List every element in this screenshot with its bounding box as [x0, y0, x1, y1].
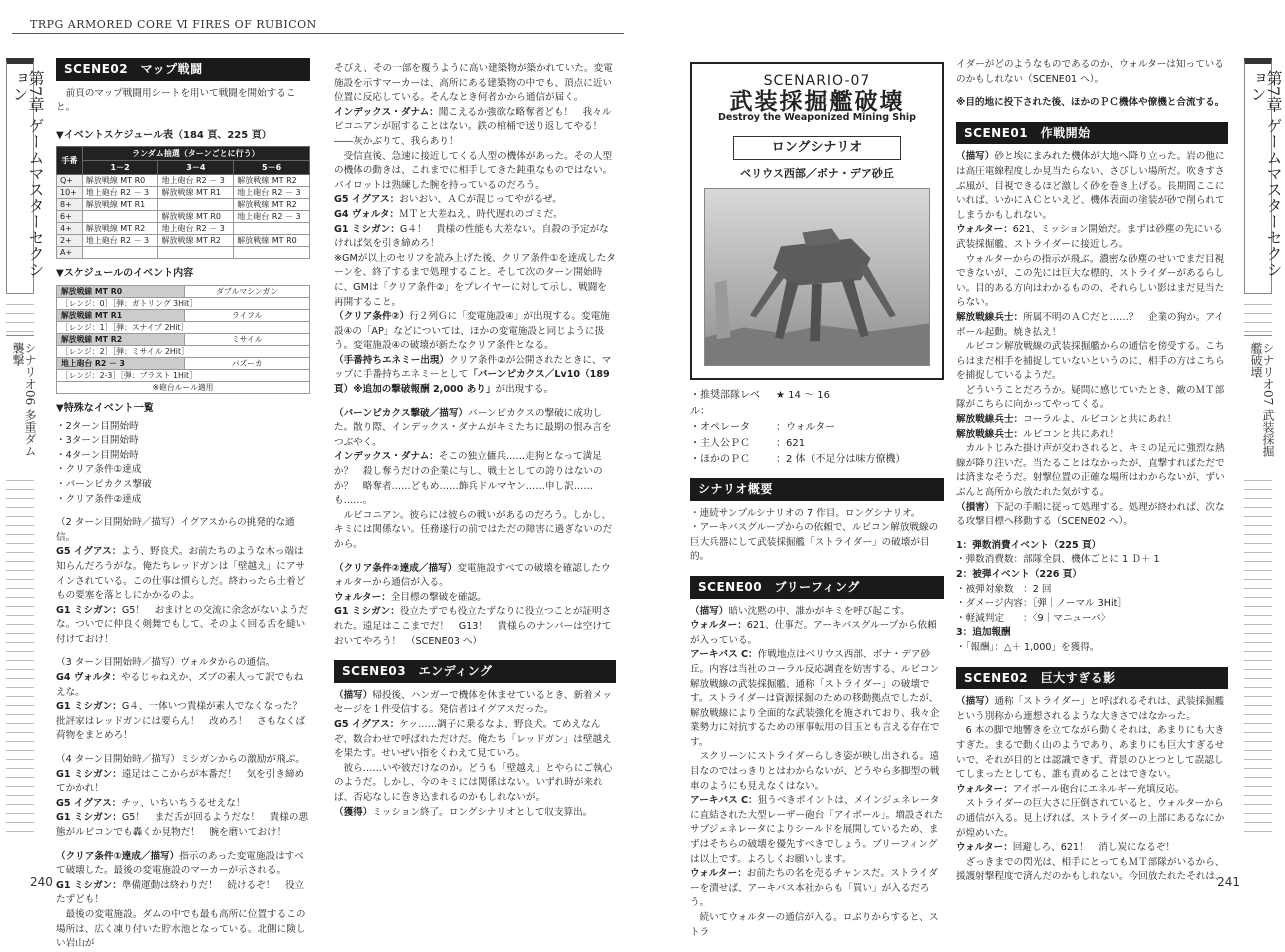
speaker: ウォルター： [956, 783, 1013, 795]
schedule-turn-cell: A+ [57, 247, 83, 259]
page-number: 240 [30, 875, 53, 889]
drop-note-text: ※目的地に投下された後、ほかのＰＣ機体や僚機と合流する。 [956, 97, 1225, 109]
ruled-margin-upper [1244, 296, 1272, 332]
speaker: 解放戦線兵士： [956, 414, 1024, 426]
clear1-tail: 最後の変電施設。ダムの中でも最も高所に位置するこの場所は、広く凍り付いた貯水池となっている。北側に険しい岩山が [56, 908, 306, 950]
scenario-title-box [690, 62, 944, 380]
paragraph: 彼ら……いや彼だけなのか。どうも「壁越え」とやらにご執心のようだ。しかし、今のキミには関係はない。いずれ時が来れば、否応なしに巻き込まれるのかもしれないが。 [334, 762, 613, 803]
dialogue-line [956, 223, 1228, 252]
paragraph: ざっきまでの閃光は、相手にとってもＭＴ部隊がいるから、援護射撃程度で済んだのかもしれない。今回放たれたそれは、 [956, 856, 1225, 883]
strider-illustration [704, 188, 930, 366]
paragraph: 続いてウォルターの通信が入る。ロぶりからすると、ストラ [690, 912, 939, 938]
dialogue-line [690, 867, 944, 911]
special-event-item: ・バーンピカクス撃破 [56, 478, 152, 490]
line-text: 準備運動は終わりだ！ 続けるぞ！ 役立たずども！ [56, 879, 305, 906]
scene01-heading: SCENE01 作戦開始 [956, 122, 1228, 145]
event-detail: ［レンジ：1］［弾：スナイプ 2Hit］ [57, 321, 310, 333]
schedule-turn-cell: Q+ [57, 175, 83, 187]
dialogue-line [690, 794, 944, 867]
schedule-cell: 地上砲台 R2 － 3 [82, 235, 158, 247]
event1-heading [956, 539, 1228, 554]
schedule-cell [158, 247, 234, 259]
speaker: G1 ミシガン： [56, 879, 122, 891]
scenario-length-badge: ロングシナリオ [733, 136, 901, 161]
paragraph: イダーがどのようなものであるのか、ウォルターは知っているのかもしれない（SCENE01 へ）。 [956, 59, 1224, 85]
event-detail-row [57, 321, 310, 333]
speaker: G5 イグアス： [334, 718, 400, 730]
schedule-turn-cell: 2+ [57, 235, 83, 247]
drop-note [956, 96, 1228, 111]
burnpickaxe-paragraph [334, 407, 616, 451]
scene01-tag: （描写） [956, 151, 995, 163]
info-value: ：621 [776, 437, 806, 449]
line-text: G４！ 貴様の性能も大差ない。自殺の予定がなければ気を引き締めろ！ [334, 223, 609, 250]
line-text: 遠足はここからが本番だ！ 気を引き締めてかかれ！ [56, 768, 305, 795]
schedule-sub-head: 5－6 [234, 161, 310, 175]
scene03-heading: SCENE03 エンディング [334, 660, 616, 683]
dialogue-line [56, 671, 310, 700]
turn4-dialogue [56, 768, 310, 841]
event-detail-row [57, 369, 310, 381]
dialogue-line [690, 619, 944, 648]
event-detail: ［レンジ：2］［弾：ミサイル 2Hit］ [57, 345, 310, 357]
event1-line: ・弾数消費数：部隊全員、機体ごとに 1 Ｄ＋ 1 [956, 554, 1160, 566]
turn2-dialogue [56, 545, 310, 647]
line-text: 所属不明のＡＣだと……？ 企業の狗か。アイボール起動。焼き払え！ [956, 311, 1224, 338]
schedule-turn-cell: 6+ [57, 211, 83, 223]
schedule-cell [158, 199, 234, 211]
info-key: ・オペレータ [690, 421, 750, 433]
line-text: コーラルよ、ルビコンと共にあれ！ [1023, 414, 1177, 426]
dialogue-line [56, 545, 310, 603]
dialogue-line [956, 413, 1228, 428]
info-row [690, 436, 944, 452]
special-events-heading: ▼特殊なイベント一覧 [56, 402, 154, 414]
strider-silhouette-image [705, 189, 929, 365]
paragraph: 6 本の脚で地響きを立てながら動くそれは、あまりにも大きすぎた。まるで動く山のようであり、あまりにも巨大すぎるせいで、それが目的とは認識できず、背景のひとつとして誤認してしまったとしても、誰も責めることはできない。 [956, 725, 1225, 781]
clear1-heading: （クリア条件①達成／描写） [56, 850, 180, 862]
info-row [690, 420, 944, 436]
line-text: お前たちの名を売るチャンスだ。ストライダーを潰せば、アーキバス本社からも「買い」が入るだろう。 [690, 868, 938, 909]
speaker: インデックス・ダナム： [334, 451, 439, 463]
line-text: アイボール砲台にエネルギー充填反応。 [1012, 783, 1185, 795]
speaker: 解放戦線兵士： [956, 428, 1024, 440]
info-key: ・推奨部隊レベル： [690, 389, 760, 417]
line-text: おいおい、ＡＣが混じってやがるぜ。 [399, 194, 562, 206]
event-row [57, 309, 310, 321]
event-content-body [57, 285, 310, 381]
scenario-title: 武装採掘艦破壊 [729, 88, 905, 115]
event2-item: ・被弾対象数 ：2 回 [956, 583, 1052, 595]
schedule-cell: 解放戦線 MT R0 [82, 175, 158, 187]
scene02b-paragraph [956, 695, 1228, 724]
turn2-heading: （2 ターン目開始時／描写）イグアスからの挑発的な通信。 [56, 517, 295, 543]
line-text: 621、ミッション開始だ。まずは砂塵の先にいる武装採掘艦、ストライダーに接近しろ。 [956, 224, 1223, 250]
schedule-col-turn: 手番 [57, 147, 83, 175]
schedule-cell: 解放戦線 MT R2 [82, 223, 158, 235]
running-title: TRPG ARMORED CORE Ⅵ FIRES OF RUBICON [30, 18, 317, 31]
event-detail-row [57, 345, 310, 357]
clear2-text: 行２列Ｇに「変電施設④」が出現する。変電施設④の「AP」などについては、ほかの変電施設と同じように扱う。変電施設④の破壊が新たなクリア条件となる。 [334, 311, 610, 352]
burnpickaxe-heading: （バーンピカクス撃破／描写） [334, 407, 469, 419]
schedule-cell: 解放戦線 MT R1 [82, 199, 158, 211]
info-value: ：ウォルター [776, 421, 836, 433]
paragraph: 受信直後、急速に接近してくる人型の機体があった。その人型の機体の動きは、これまでに相手してきた鈍重なものではない。パイロットは熟練した腕を持っているのだろう。 [334, 150, 613, 191]
scene01-paragraph [956, 150, 1228, 223]
scenario-info-list [690, 388, 944, 468]
right-column-2 [956, 58, 1228, 885]
scene00-heading: SCENE00 ブリーフィング [690, 576, 944, 599]
paragraph: ウォルターからの指示が飛ぶ。濃密な砂塵のせいでまだ目視できないが、この先には巨大な標的、ストライダーがあるらしい。目的ある方向はわかるものの、それらしい影はまだ見当たらない。 [956, 253, 1225, 309]
schedule-cell [82, 247, 158, 259]
hand-enemy-tail: が出現する。 [495, 384, 554, 396]
dialogue-line [56, 797, 310, 812]
speaker: G1 ミシガン： [334, 223, 400, 235]
turn4-heading: （4 ターン目開始時／描写）ミシガンからの激励が飛ぶ。 [56, 754, 305, 766]
schedule-turn-cell: 8+ [57, 199, 83, 211]
schedule-row [57, 175, 310, 187]
speaker: ウォルター： [334, 591, 391, 603]
event1-title: 1：弾数消費イベント（225 頁） [956, 539, 1102, 551]
gm-note: ※GMが以上のセリフを読み上げた後、クリア条件①を達成したターンを、終了するまで処理すること。そして次のターン開始時に、GMは「クリア条件②」をプレイヤーに対して示し、戦闘を再開すること。 [334, 252, 616, 308]
line-text: G5！ おまけとの交流に余念がないようだな。ついでに仲良く剣舞でもして、そのよく回る舌を縫い付けておけ！ [56, 604, 309, 645]
dialogue-line [956, 311, 1228, 340]
speaker: G1 ミシガン： [56, 701, 122, 713]
schedule-sub-head: 3－4 [158, 161, 234, 175]
speaker: ウォルター： [956, 224, 1013, 236]
schedule-turn-cell: 10+ [57, 187, 83, 199]
event2-item: ・ダメージ内容：［弾｜ノーマル 3Hit］ [956, 598, 1128, 610]
speaker: G4 ヴォルタ： [56, 672, 122, 684]
event-row [57, 333, 310, 345]
line-text: 作戦地点はベリウス西部、ボナ・デア砂丘。内容は当社のコーラル反応調査を妨害する、ルビコン解放戦線の武装採掘艦、通称「ストライダー」の破壊です。ストライダーは資源採掘のための移動拠点でしたが、解放戦線により全面的な武装強化を施されており、我々企業勢力に対抗するための軍事転用の目玉とも言える存在です。 [690, 649, 940, 748]
event-name: 解放戦線 MT R0 [57, 285, 185, 297]
speaker: ウォルター： [690, 868, 747, 880]
schedule-cell [82, 211, 158, 223]
left-page [0, 0, 640, 950]
speaker: G5 イグアス： [334, 194, 400, 206]
scene03-tag: （描写） [334, 689, 373, 701]
special-events-list [56, 420, 310, 508]
line-text: 聞こえるか強欲な略奪者ども！ 我々ルビコニアンが屈することはない。鉄の棺桶で送り返してやる！ ――灰かぶりて、我らあり！ [334, 106, 612, 147]
event-content-table [56, 285, 310, 394]
dialogue-line [956, 428, 1228, 443]
special-event-item: ・クリア条件①達成 [56, 464, 142, 476]
speaker: ウォルター： [690, 620, 747, 632]
event-detail: ［レンジ：2-3］［弾：ブラスト 1Hit］ [57, 369, 310, 381]
events-note: ※砲台ルール適用 [57, 381, 310, 393]
schedule-cell: 解放戦線 MT R2 [158, 235, 234, 247]
scenario-tab [1244, 335, 1275, 470]
dialogue-line [334, 591, 616, 606]
turn3-heading: （3 ターン目開始時／描写）ヴォルタからの通信。 [56, 657, 276, 669]
schedule-col-random: ランダム抽選（ターンごとに行う） [82, 147, 309, 161]
schedule-row [57, 187, 310, 199]
turn3-dialogue [56, 671, 310, 744]
info-key: ・ほかのＰＣ [690, 453, 750, 465]
event-row [57, 357, 310, 369]
line-text: 狙うべきポイントは、メインジェネレータに直結された大型レーザー砲台「アイボール」。増設されたサブジェネレータによりシールドを展開しているため、まずはそちらの破壊を優先すべきでしょう。ブリーフィングは以上です。よろしくお願いします。 [690, 795, 944, 865]
speaker: G1 ミシガン： [334, 606, 400, 618]
line-text: 回避しろ、621！ 消し炭になるぞ！ [1012, 842, 1176, 854]
schedule-heading: ▼イベントスケジュール表（184 頁、225 頁） [56, 129, 272, 141]
dialogue-line [56, 700, 310, 744]
event-detail: ［レンジ：0］［弾：ガトリング 3Hit］ [57, 297, 310, 309]
event-name: 解放戦線 MT R2 [57, 333, 185, 345]
line-text: そこの独立傭兵……走狗となって満足か？ 殺し奪うだけの企業に与し、戦士としての誇りはないのか？ 略奪者……どもめ……飾兵ドルマヤン……申し訳……も……。 [334, 451, 603, 507]
paragraph: カルトじみた掛け声が交わされると、キミの足元に強烈な熱線が降り注いだ。当たることはなかったが、直撃すればただでは済まなそうだ。射撃位置の正確な場所はわからないが、ずいぶんと高所から放たれた気がする。 [956, 443, 1225, 499]
scenario-tab [6, 335, 37, 470]
event-schedule-table [56, 146, 310, 259]
paragraph: ルビコニアン。彼らには彼らの戦いがあるのだろう。しかし、キミには関係ない。任務遂行の前ではただの障害に過ぎないのだから。 [334, 509, 613, 550]
schedule-cell: 地上砲台 R2 － 3 [234, 187, 310, 199]
scene03-paragraph [334, 689, 616, 718]
dialogue-line [956, 783, 1228, 798]
scene02b-heading: SCENE02 巨大すぎる影 [956, 667, 1228, 690]
intro-text: 前頁のマップ戦闘用シートを用いて戦闘を開始すること。 [56, 87, 296, 114]
dialogue-line [334, 208, 616, 223]
schedule-cell: 解放戦線 MT R0 [234, 235, 310, 247]
scene00-paragraph [690, 605, 944, 620]
hand-enemy-bold: 「バーンピカクス／Lv10（189 頁）※追加の撃破報酬 2,000 あり」 [334, 369, 610, 396]
speaker: アーキバス C： [690, 649, 758, 661]
overview-list [690, 507, 944, 565]
info-row [690, 452, 944, 468]
schedule-cell [234, 247, 310, 259]
event-name: 地上砲台 R2 － 3 [57, 357, 185, 369]
event-row [57, 285, 310, 297]
schedule-row [57, 235, 310, 247]
line-text: よう、野良犬。お前たちのような木っ端は知らんだろうがな。俺たちレッドガンは「壁越え」にアサインされている。この仕事は慣らしだ。終わったら土着どもの要塞を落としにかかるのよ。 [56, 546, 306, 602]
header-rule [12, 33, 624, 34]
schedule-row [57, 211, 310, 223]
special-event-item: ・4ターン目開始時 [56, 449, 139, 461]
speaker: 解放戦線兵士： [956, 311, 1024, 323]
schedule-row [57, 223, 310, 235]
scenario-location: ベリウス西部／ボナ・デア砂丘 [740, 167, 894, 181]
clear2-done-text: 変電施設すべての破壊を確認したウォルターから通信が入る。 [334, 562, 611, 589]
damage-paragraph [956, 501, 1228, 530]
scene00-tag: （描写） [690, 605, 729, 617]
schedule-cell: 地上砲台 R2 － 3 [158, 175, 234, 187]
scene03-text: 帰投後、ハンガーで機体を休ませているとき、新着メッセージを１件受信する。発信者はイグアスだった。 [334, 689, 612, 716]
right-page [640, 0, 1283, 938]
scene02b-text: 通称「ストライダー」と呼ばれるそれは、武装採掘艦という別称から連想されるような大きさではなかった。 [956, 696, 1225, 722]
schedule-turn-cell: 4+ [57, 223, 83, 235]
gain-paragraph [334, 806, 616, 821]
schedule-body [57, 175, 310, 259]
line-text: 621、仕事だ。アーキバスグループから依頼が入っている。 [690, 620, 937, 646]
speaker: アーキバス C： [690, 795, 758, 807]
event-weapon: バズーカ [185, 357, 310, 369]
line-text: G４、一体いつ貴様が素人でなくなった？ 批評家はレッドガンには要らん！ 改めろ！ さもなくば荷物をまとめろ！ [56, 701, 312, 742]
paragraph: スクリーンにストライダーらしき姿が映し出される。遠目なのではっきりとはわからないが、どうやら多脚型の戦車のようにも見えなくはない。 [690, 751, 940, 792]
info-value: ：2 体（不足分は味方僚機） [776, 453, 906, 465]
line-text: ルビコンと共にあれ！ [1023, 428, 1120, 440]
schedule-cell: 地上砲台 R2 － 3 [234, 211, 310, 223]
scene01-text: 砂と埃にまみれた機体が大地へ降り立った。岩の他には高圧電線程度しか見当たらない、さびしい場所だ。吹きすさぶ風が、目視できるほど激しく砂を巻き上げる。長期間ここにいれば、いかにＡＣといえど、機体表面の塗装が砂で削られてしまうかもしれない。 [956, 151, 1225, 221]
dialogue-line [956, 841, 1228, 856]
schedule-sub-head: 1－2 [82, 161, 158, 175]
event2-heading [956, 568, 1228, 583]
special-event-item: ・2ターン目開始時 [56, 420, 139, 432]
event-weapon: ダブルマシンガン [185, 285, 310, 297]
hand-enemy-text: クリア条件②が公開されたときに、マップに手番持ちエネミーとして [334, 354, 612, 381]
dialogue-line [334, 193, 616, 208]
scenario-tab-label: シナリオ07 武装採掘艦破壊 [1249, 342, 1275, 458]
event2-list [956, 583, 1228, 627]
event-weapon: ライフル [185, 309, 310, 321]
special-event-item: ・クリア条件②達成 [56, 493, 142, 505]
line-text: ＭＴと大差ねえ、時代遅れのゴミだ。 [399, 208, 563, 220]
events-heading: ▼スケジュールのイベント内容 [56, 268, 194, 280]
paragraph: そびえ、その一部を覆うように高い建築物が築かれていた。変電施設を示すマーカーは、高所にある建築物の中でも、頂点に近い位置に反応している。そんなとき何者かから通信が届く。 [334, 63, 613, 104]
schedule-row [57, 247, 310, 259]
special-event-item: ・3ターン目開始時 [56, 435, 139, 447]
dialogue-line [334, 450, 616, 508]
dialogue-line [56, 604, 310, 648]
right-column-1 [690, 62, 944, 940]
page-number: 241 [1217, 875, 1240, 889]
schedule-cell: 地上砲台 R2 － 3 [82, 187, 158, 199]
info-key: ・主人公ＰＣ [690, 437, 750, 449]
paragraph: ルビコン解放戦線の武装採掘艦からの通信を傍受する。こちらはまだ相手を捕捉していないというのに、相手の方はこちらを捕捉しているようだ。 [956, 341, 1225, 382]
dialogue-line [56, 768, 310, 797]
event2-title: 2：被弾イベント（226 頁） [956, 569, 1082, 580]
event3-line: ・「報酬」：△＋ 1,000」を獲得。 [956, 641, 1100, 653]
info-value: ★ 14 ～ 16 [776, 389, 830, 401]
clear2-heading: （クリア条件②） [334, 311, 410, 323]
damage-tag: （損害） [956, 501, 995, 513]
line-text: G5！ まだ舌が回るようだな！ 貴様の悪態がルビコンでも轟くか見物だ！ 腕を磨いておけ！ [56, 812, 309, 838]
event-weapon: ミサイル [185, 333, 310, 345]
info-row [690, 388, 944, 420]
clear2-done-paragraph [334, 562, 616, 591]
gain-text: ミッション終了。ロングシナリオとして収支算出。 [372, 806, 593, 818]
clear1-dialogue [56, 879, 310, 908]
ruled-margin-upper [6, 296, 34, 332]
left-column-2 [334, 62, 616, 820]
chapter-tab-label: 第7章 ゲームマスターセクション [10, 70, 45, 278]
chapter-tab [1244, 58, 1283, 294]
gain-tag: （獲得） [334, 806, 373, 818]
speaker: G4 ヴォルタ： [334, 208, 400, 220]
schedule-cell: 解放戦線 MT R0 [158, 211, 234, 223]
dialogue-line [334, 223, 616, 252]
clear1-paragraph [56, 850, 310, 879]
chapter-tab [6, 58, 45, 294]
scenario-number: SCENARIO-07 [763, 73, 871, 89]
scene02-heading: SCENE02 マップ戦闘 [56, 58, 310, 81]
speaker: G1 ミシガン： [56, 812, 122, 824]
schedule-cell: 地上砲台 R2 － 3 [158, 223, 234, 235]
ruled-margin-lower [1244, 472, 1272, 832]
paragraph: ストライダーの巨大さに圧倒されていると、ウォルターからの通信が入る。見上げれば、ストライダーの上部にあるなにかが煌めいた。 [956, 798, 1225, 839]
burnpickaxe-text: バーンピカクスの撃破に成功した。散り際、インデックス・ダナムがキミたちに最期の恨み言をつぶやく。 [334, 407, 612, 448]
speaker: インデックス・ダナム： [334, 106, 439, 118]
dialogue-line [56, 811, 310, 840]
dialogue-line [334, 106, 616, 150]
hand-enemy-paragraph [334, 354, 616, 398]
paragraph: どういうことだろうか。疑問に感じていたとき、敵のＭＴ部隊がこちらに向かってやってくる。 [956, 384, 1225, 411]
speaker: G1 ミシガン： [56, 604, 122, 616]
scenario-tab-label: シナリオ06 多重ダム襲撃 [11, 342, 37, 458]
speaker: G5 イグアス： [56, 797, 122, 809]
speaker: G1 ミシガン： [56, 768, 122, 780]
event-name: 解放戦線 MT R1 [57, 309, 185, 321]
speaker: ウォルター： [956, 842, 1013, 854]
event3-heading [956, 626, 1228, 641]
schedule-cell: 解放戦線 MT R2 [234, 175, 310, 187]
event2-item: ・軽減判定 ：〈9｜マニューバ〉 [956, 612, 1111, 624]
chapter-tab-label: 第7章 ゲームマスターセクション [1248, 70, 1283, 278]
speaker: G5 イグアス： [56, 546, 122, 558]
event3-title: 3：追加報酬 [956, 627, 1011, 639]
left-column-1 [56, 56, 310, 952]
dialogue-line [334, 718, 616, 762]
line-text: 全目標の撃破を確認。 [390, 591, 487, 603]
scene02b-tag: （描写） [956, 696, 995, 708]
event-detail-row [57, 297, 310, 309]
scenario-subtitle: Destroy the Weaponized Mining Ship [718, 112, 916, 124]
clear2-done-heading: （クリア条件②達成／描写） [334, 562, 458, 574]
line-text: やるじゃねえか、ズブの素人って訳でもねえな。 [56, 672, 304, 698]
hand-enemy-heading: （手番持ちエネミー出現） [334, 354, 450, 366]
schedule-cell: 解放戦線 MT R1 [158, 187, 234, 199]
overview-item: ・アーキバスグループからの依頼で、ルビコン解放戦線の巨大兵器にして武装採掘艦「ストライダー」の破壊が目的。 [690, 522, 939, 563]
damage-text: 下記の手順に従って処理する。処理が終われば、次なる攻撃目標へ移動する（SCENE02 へ）。 [956, 501, 1225, 528]
schedule-row [57, 199, 310, 211]
clear1-text: 指示のあった変電施設はすべて破壊した。最後の変電施設のマーカーが示される。 [56, 850, 304, 877]
ruled-margin-lower [6, 472, 34, 832]
line-text: ケッ……調子に乗るなよ、野良犬。てめえなんぞ、数合わせで呼ばれただけだ。俺たち「レッドガン」は壁越えを果たす。せいぜい指をくわえて見ていろ。 [334, 718, 612, 760]
scene00-text: 暗い沈黙の中、誰かがキミを呼び起こす。 [728, 605, 910, 617]
line-text: 役立たずでも役立たずなりに役立つことが証明された。遠足はここまでだ！ G13！ 貴様らのナンバーは空けておいてやろう！ （SCENE03 へ） [334, 606, 612, 647]
overview-item: ・連続サンプルシナリオの 7 作目。ロングシナリオ。 [690, 507, 921, 519]
clear2-paragraph [334, 310, 616, 354]
overview-heading: シナリオ概要 [690, 478, 944, 501]
dialogue-line [334, 605, 616, 649]
dialogue-line [690, 648, 944, 750]
schedule-cell [234, 223, 310, 235]
line-text: チッ、いちいちうるせえな！ [121, 797, 246, 809]
schedule-cell: 解放戦線 MT R2 [234, 199, 310, 211]
